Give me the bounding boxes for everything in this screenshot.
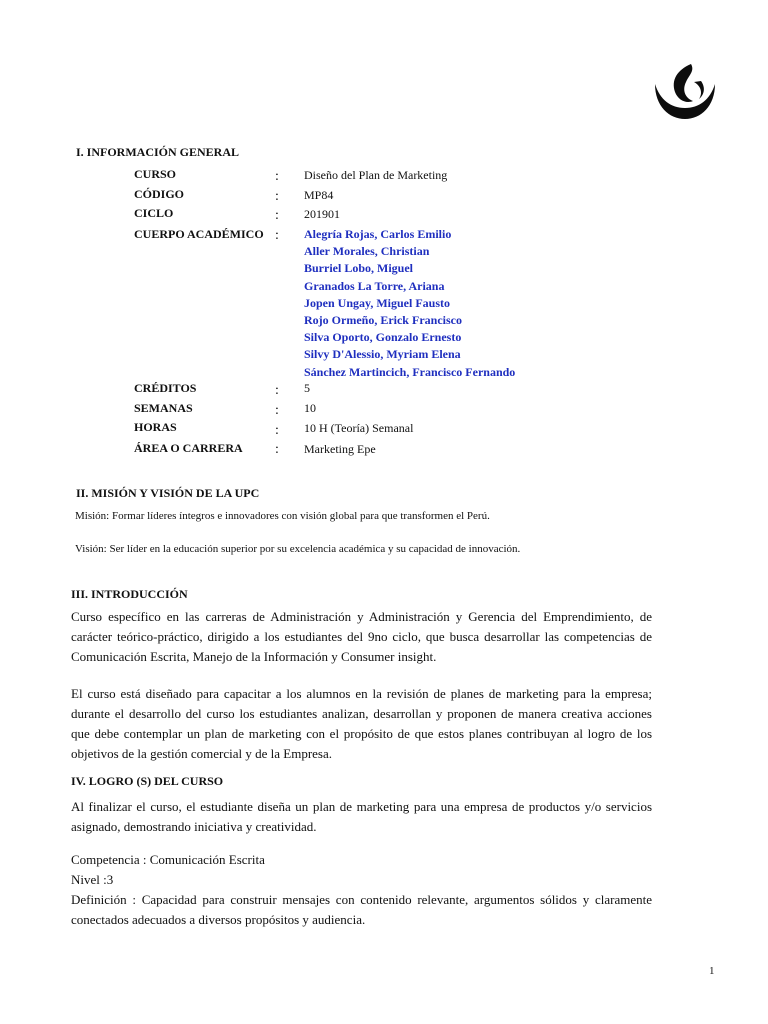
faculty-member: Alegría Rojas, Carlos Emilio bbox=[304, 227, 452, 241]
label-codigo: CÓDIGO bbox=[134, 187, 185, 201]
definicion-paragraph: Definición : Capacidad para construir mensajes con contenido relevante, argumentos sólidos y claramente conectados adecuados a diversos propósitos y audiencia. bbox=[71, 892, 652, 927]
faculty-member: Granados La Torre, Ariana bbox=[304, 278, 445, 293]
label-curso: CURSO bbox=[134, 167, 177, 181]
colon: : bbox=[275, 442, 279, 457]
label-semanas: SEMANAS bbox=[134, 401, 193, 415]
value-creditos: 5 bbox=[304, 381, 310, 395]
intro-paragraph-1: Curso específico en las carreras de Administración y Administración y Gerencia del Emprendimiento, de carácter teórico-práctico, dirigido a los estudiantes del 9no ciclo, que busca desarrollar las competencias de Comunicación Escrita, Manejo de la Información y Consumer insight. bbox=[71, 609, 652, 664]
intro-paragraph-2: El curso está diseñado para capacitar a los alumnos en la revisión de planes de marketing para la empresa; durante el desarrollo del curso los estudiantes analizan, desarrollan y proponen de manera creativa acciones que debe contemplar un plan de marketing con el propósito de que estos planes contribuyan al logro de los objetivos de la gestión comercial y de la Empresa. bbox=[71, 686, 652, 761]
value-curso: Diseño del Plan de Marketing bbox=[304, 168, 448, 182]
colon: : bbox=[275, 383, 279, 398]
section-title-mision-vision: II. MISIÓN Y VISIÓN DE LA UPC bbox=[76, 486, 260, 500]
label-creditos: CRÉDITOS bbox=[134, 381, 197, 395]
value-horas: 10 H (Teoría) Semanal bbox=[304, 421, 414, 435]
colon: : bbox=[275, 169, 279, 184]
value-semanas: 10 bbox=[304, 401, 316, 415]
section-title-introduccion: III. INTRODUCCIÓN bbox=[71, 587, 188, 601]
label-cuerpo-academico: CUERPO ACADÉMICO bbox=[134, 227, 264, 241]
label-ciclo: CICLO bbox=[134, 206, 174, 220]
value-ciclo: 201901 bbox=[304, 207, 340, 221]
faculty-member: Silvy D'Alessio, Myriam Elena bbox=[304, 347, 461, 362]
faculty-member: Sánchez Martincich, Francisco Fernando bbox=[304, 364, 516, 379]
faculty-list bbox=[304, 226, 515, 381]
colon: : bbox=[275, 403, 279, 418]
value-area-carrera: Marketing Epe bbox=[304, 442, 376, 456]
page-number: 1 bbox=[709, 965, 715, 977]
label-area-carrera: ÁREA O CARRERA bbox=[134, 441, 243, 455]
colon: : bbox=[275, 228, 279, 243]
faculty-member: Rojo Ormeño, Erick Francisco bbox=[304, 312, 462, 327]
upc-flame-logo-icon bbox=[651, 62, 719, 120]
colon: : bbox=[275, 189, 279, 204]
label-horas: HORAS bbox=[134, 420, 177, 434]
colon: : bbox=[275, 208, 279, 223]
nivel-text: Nivel :3 bbox=[71, 872, 114, 887]
competencia-text: Competencia : Comunicación Escrita bbox=[71, 852, 265, 867]
faculty-member: Aller Morales, Christian bbox=[304, 244, 430, 259]
section-title-informacion-general: I. INFORMACIÓN GENERAL bbox=[76, 145, 240, 159]
value-codigo: MP84 bbox=[304, 188, 334, 202]
faculty-member: Burriel Lobo, Miguel bbox=[304, 261, 413, 276]
mision-text: Misión: Formar líderes íntegros e innovadores con visión global para que transformen el Perú. bbox=[75, 510, 490, 522]
colon: : bbox=[275, 423, 279, 438]
logro-paragraph: Al finalizar el curso, el estudiante diseña un plan de marketing para una empresa de productos y/o servicios asignado, demostrando iniciativa y creatividad. bbox=[71, 799, 652, 834]
section-title-logro-curso: IV. LOGRO (S) DEL CURSO bbox=[71, 774, 224, 788]
vision-text: Visión: Ser líder en la educación superior por su excelencia académica y su capacidad de innovación. bbox=[75, 543, 521, 555]
faculty-member: Jopen Ungay, Miguel Fausto bbox=[304, 295, 451, 310]
faculty-member: Silva Oporto, Gonzalo Ernesto bbox=[304, 330, 462, 345]
